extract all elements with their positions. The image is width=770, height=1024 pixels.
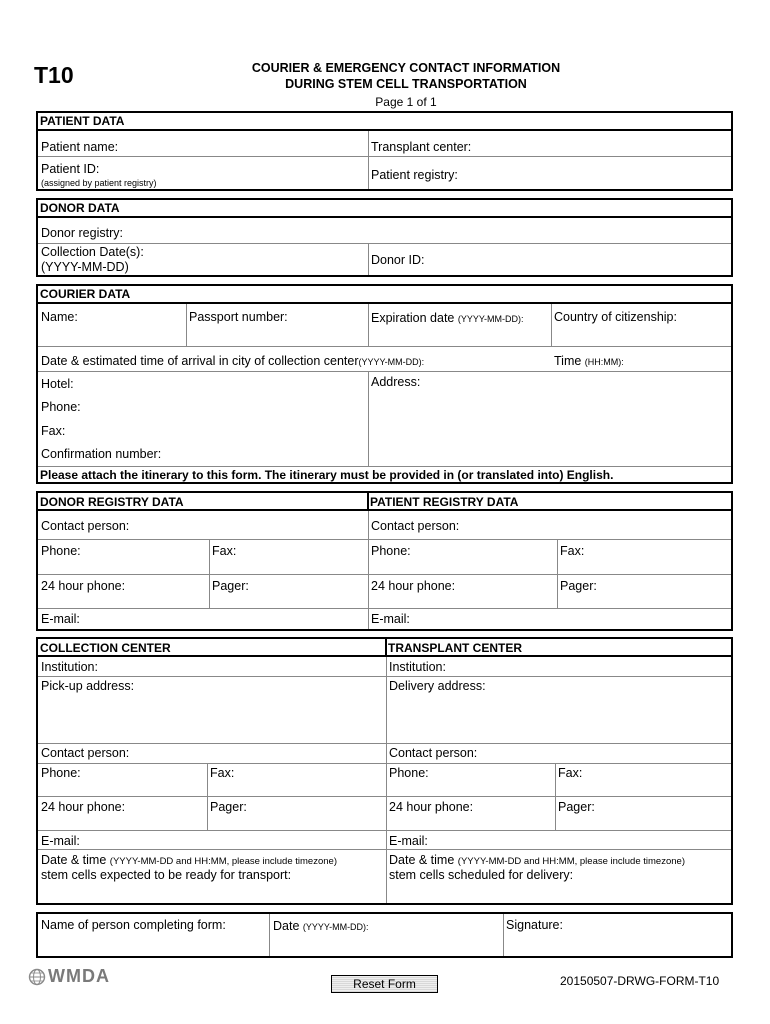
signoff-section [36,912,733,958]
cc-institution-field[interactable] [108,658,382,675]
wmda-logo-text: WMDA [48,966,110,986]
cc-ready-label: stem cells expected to be ready for transport: [41,868,292,882]
confirmation-number-field[interactable] [168,443,364,463]
donor-registry-field[interactable] [133,220,723,242]
cc-institution-label: Institution: [41,660,98,674]
tc-fax-field[interactable] [558,780,728,795]
pr-pager-label: Pager: [560,579,597,593]
pr-email-field[interactable] [418,610,728,628]
patient-registry-field[interactable] [468,158,728,188]
courier-address-label: Address: [371,375,421,389]
collection-dates-format: (YYYY-MM-DD) [41,260,129,274]
form-title [220,60,592,92]
courier-name-field[interactable] [41,324,183,344]
dr-phone24-field[interactable] [41,592,206,607]
transplant-center-header: TRANSPLANT CENTER [388,641,522,655]
courier-address-field[interactable] [423,373,728,463]
cc-ready-field[interactable] [41,883,382,901]
citizenship-field[interactable] [554,324,728,344]
donor-id-label: Donor ID: [371,253,425,267]
donor-registry-header: DONOR REGISTRY DATA [40,495,184,509]
pr-contact-field[interactable] [468,513,728,537]
tc-delivery-label: stem cells scheduled for delivery: [389,868,574,882]
courier-fax-label: Fax: [41,424,66,438]
patient-name-field[interactable] [118,133,364,155]
patient-name-label: Patient name: [41,140,119,154]
hotel-label: Hotel: [41,377,74,391]
form-code: T10 [34,62,74,88]
patient-id-note: (assigned by patient registry) [41,178,157,188]
cc-fax-label: Fax: [210,766,235,780]
dr-email-label: E-mail: [41,612,80,626]
patient-registry-header: PATIENT REGISTRY DATA [370,495,519,509]
tc-address-label: Delivery address: [389,679,486,693]
tc-phone-label: Phone: [389,766,429,780]
signature-field[interactable] [506,934,728,954]
donor-data-section [36,198,733,277]
collection-dates-label: Collection Date(s): [41,245,144,259]
pr-fax-label: Fax: [560,544,585,558]
tc-pager-label: Pager: [558,800,595,814]
citizenship-label: Country of citizenship: [554,310,677,324]
cc-phone-field[interactable] [41,780,204,795]
courier-data-header: COURIER DATA [38,286,731,304]
courier-data-section [36,284,733,484]
patient-registry-label: Patient registry: [371,168,458,182]
cc-fax-field[interactable] [210,780,382,795]
passport-number-field[interactable] [189,324,365,344]
arrival-date-field[interactable] [448,349,548,369]
person-completing-label: Name of person completing form: [41,918,226,932]
pr-phone-field[interactable] [371,557,554,572]
expiration-date-label: Expiration date (YYYY-MM-DD): [371,311,524,325]
pr-pager-field[interactable] [560,592,728,607]
cc-pager-field[interactable] [210,814,382,829]
cc-phone-label: Phone: [41,766,81,780]
collection-dates-field[interactable] [168,245,364,273]
cc-pager-label: Pager: [210,800,247,814]
dr-phone-field[interactable] [41,557,206,572]
arrival-time-label: Time (HH:MM): [554,354,624,368]
dr-contact-label: Contact person: [41,519,130,533]
tc-email-field[interactable] [434,832,728,848]
dr-pager-label: Pager: [212,579,249,593]
pr-fax-field[interactable] [560,557,728,572]
cc-email-field[interactable] [86,832,382,848]
form-title-line1: COURIER & EMERGENCY CONTACT INFORMATION [251,61,561,75]
itinerary-note: Please attach the itinerary to this form. The itinerary must be provided in (or translated into) English. [40,468,614,482]
dr-fax-field[interactable] [212,557,364,572]
patient-id-label: Patient ID: [41,162,100,176]
donor-id-field[interactable] [433,245,728,273]
tc-email-label: E-mail: [389,834,428,848]
courier-fax-field[interactable] [70,420,364,440]
tc-address-field[interactable] [389,694,728,741]
collection-center-header: COLLECTION CENTER [40,641,171,655]
cc-email-label: E-mail: [41,834,80,848]
tc-institution-field[interactable] [456,658,728,675]
tc-fax-label: Fax: [558,766,583,780]
cc-contact-label: Contact person: [41,746,130,760]
cc-address-field[interactable] [41,694,382,741]
confirmation-number-label: Confirmation number: [41,447,162,461]
transplant-center-label: Transplant center: [371,140,472,154]
cc-contact-field[interactable] [138,745,382,762]
signoff-date-field[interactable] [273,934,500,954]
hotel-field[interactable] [78,373,364,393]
dr-phone-label: Phone: [41,544,81,558]
tc-datetime-label: Date & time (YYYY-MM-DD and HH:MM, please include timezone) [389,853,685,867]
signoff-date-label: Date (YYYY-MM-DD): [273,919,369,933]
dr-email-field[interactable] [86,610,364,628]
patient-data-header: PATIENT DATA [38,113,731,131]
cc-datetime-label: Date & time (YYYY-MM-DD and HH:MM, please include timezone) [41,853,337,867]
tc-pager-field[interactable] [558,814,728,829]
passport-number-label: Passport number: [189,310,288,324]
dr-phone24-label: 24 hour phone: [41,579,126,593]
pr-email-label: E-mail: [371,612,410,626]
centers-section [36,637,733,905]
pr-phone-label: Phone: [371,544,411,558]
patient-data-section [36,111,733,191]
form-identifier: 20150507-DRWG-FORM-T10 [560,974,720,988]
signature-label: Signature: [506,918,563,932]
patient-id-field[interactable] [108,158,364,174]
transplant-center-field[interactable] [478,133,728,155]
pr-phone24-field[interactable] [371,592,554,607]
courier-phone-label: Phone: [41,400,81,414]
courier-name-label: Name: [41,310,78,324]
arrival-time-field[interactable] [633,349,728,369]
cc-phone24-field[interactable] [41,814,204,829]
globe-icon [28,968,46,986]
page-number: Page 1 of 1 [375,95,437,109]
tc-contact-label: Contact person: [389,746,478,760]
cc-address-label: Pick-up address: [41,679,135,693]
tc-contact-field[interactable] [486,745,728,762]
tc-delivery-field[interactable] [389,883,728,901]
tc-phone-field[interactable] [389,780,552,795]
cc-phone24-label: 24 hour phone: [41,800,126,814]
person-completing-field[interactable] [41,934,266,954]
reset-form-button[interactable]: Reset Form [331,975,438,993]
tc-phone24-label: 24 hour phone: [389,800,474,814]
form-title-line2: DURING STEM CELL TRANSPORTATION [285,77,527,91]
dr-contact-field[interactable] [138,513,364,537]
dr-pager-field[interactable] [212,592,364,607]
arrival-label: Date & estimated time of arrival in city of collection center(YYYY-MM-DD): [41,354,425,368]
courier-phone-field[interactable] [86,396,364,416]
dr-fax-label: Fax: [212,544,237,558]
pr-phone24-label: 24 hour phone: [371,579,456,593]
donor-registry-label: Donor registry: [41,226,123,240]
wmda-logo [28,966,110,987]
tc-phone24-field[interactable] [389,814,552,829]
donor-data-header: DONOR DATA [38,200,731,218]
expiration-date-field[interactable] [371,326,548,344]
registry-data-section [36,491,733,631]
tc-institution-label: Institution: [389,660,446,674]
pr-contact-label: Contact person: [371,519,460,533]
